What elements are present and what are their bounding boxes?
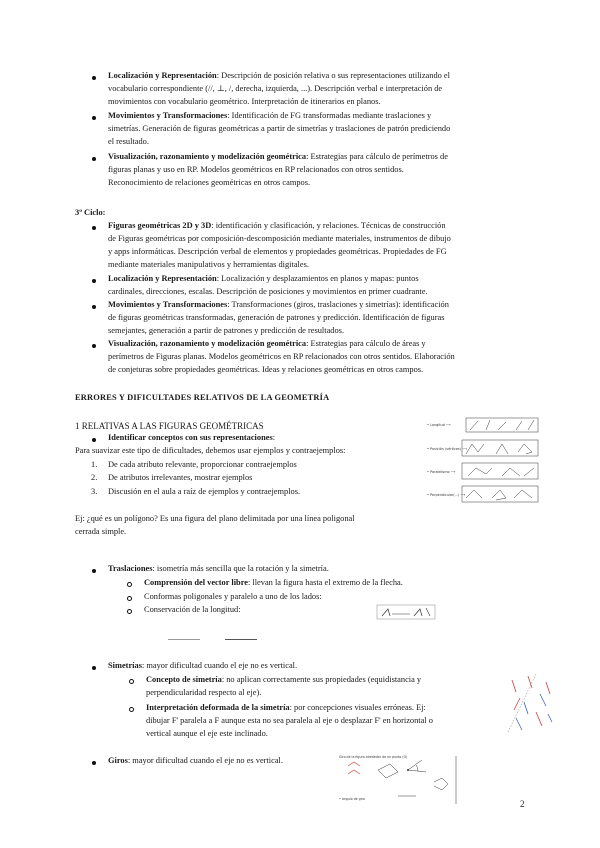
item-title: Figuras geométricas 2D y 3D	[108, 221, 212, 230]
sub-bullet	[129, 707, 134, 712]
subheading: 1 RELATIVAS A LAS FIGURAS GEOMÉTRICAS	[75, 421, 264, 431]
symmetry-figure	[506, 672, 556, 734]
bullet	[92, 761, 96, 765]
rotation-figure	[338, 752, 470, 808]
symmetry-figure-image	[506, 672, 556, 734]
list-item: Localización y Representación: Localización y desplazamientos en planos y mapas: puntos cardinales, direcciones, escalas. Descripción de posiciones y movimientos en primer cuadrante.	[108, 273, 538, 299]
length-segment	[225, 639, 257, 640]
sub-list-item: Conservación de la longitud:	[144, 605, 241, 614]
sub-list-item: Concepto de simetría: no aplican correctamente sus propiedades (equidistancia y perpendicularidad respecto al eje).	[146, 675, 422, 697]
svg-text:• Longitud ⟶: • Longitud ⟶	[427, 423, 451, 427]
length-segment	[168, 639, 200, 640]
svg-text:• Posición (vértices) ⟶: • Posición (vértices) ⟶	[427, 447, 467, 451]
item-line: el resultado.	[108, 136, 149, 146]
sub-list-item: Interpretación deformada de la simetría: por concepciones visuales erróneas. Ej: dibujar F' paralela a F aunque esta no sea paralela al eje o desplazar F' en horizontal o vertical aunque el eje este inclinado.	[146, 703, 433, 738]
list-item: Traslaciones: isometría más sencilla que la rotación y la simetría.	[108, 564, 329, 573]
sub-bullet	[127, 596, 132, 601]
section-heading: 3º Ciclo:	[75, 208, 106, 217]
bullet	[92, 305, 96, 309]
item-line: semejantes, generación a partir de patrones y predicción de resultados.	[108, 325, 345, 335]
bullet	[92, 344, 96, 348]
item-line: de conjeturas sobre propiedades geométricas. Ideas y relaciones geométricas en otros campos.	[108, 364, 424, 374]
item-line: perímetros de Figuras planas. Modelos geométricos en RP relacionados con otros sentidos. Elaboración	[108, 351, 455, 361]
item-title: Localización y Representación	[108, 274, 217, 283]
numbered-item: De cada atributo relevante, proporcionar contraejemplos	[108, 460, 297, 469]
main-heading: ERRORES Y DIFICULTADES RELATIVOS DE LA GEOMETRÍA	[75, 393, 330, 402]
translation-figure-image	[376, 604, 436, 620]
list-number: 2.	[91, 473, 98, 482]
item-title: Movimientos y Transformaciones	[108, 300, 228, 309]
paragraph: Para suavizar este tipo de dificultades, debemos usar ejemplos y contraejemplos:	[75, 446, 346, 455]
item-title: Visualización, razonamiento y modelización geométrica	[108, 339, 307, 348]
list-item: Movimientos y Transformaciones: Identificación de FG transformadas mediante traslaciones y simetrías. Generación de figuras geométricas a partir de simetrías y traslaciones de patrón prediciendo el resultado.	[108, 110, 538, 149]
sub-bullet	[127, 609, 132, 614]
sub-list-item: Comprensión del vector libre: llevan la figura hasta el extremo de la flecha.	[144, 578, 403, 587]
item-line: cardinales, direcciones, escalas. Descripción de posiciones y movimientos en primer cuadrante.	[108, 286, 428, 296]
svg-text:• Perpendicular(...) ⟶: • Perpendicular(...) ⟶	[427, 493, 466, 497]
sub-bullet	[127, 582, 132, 587]
polygon-figure	[426, 414, 544, 508]
svg-text:Giro de la figura alrededor de: Giro de la figura alrededor de un punto (O)	[339, 755, 408, 759]
list-item: Visualización, razonamiento y modelización geométrica: Estrategias para cálculo de áreas y perímetros de Figuras planas. Modelos geométricos en RP relacionados con otros sentidos. Elaboración de conjeturas sobre propiedades geométricas. Ideas y relaciones geométricas en otros campos.	[108, 338, 538, 377]
item-line: y apps informáticas. Descripción verbal de elementos y propiedades geométricas. Propiedades de FG	[108, 246, 447, 256]
paragraph: Ej: ¿qué es un polígono? Es una figura del plano delimitada por una línea poligonal cerrada simple.	[75, 514, 355, 536]
list-item: Giros: mayor dificultad cuando el eje no es vertical.	[108, 756, 283, 765]
bullet	[92, 157, 96, 161]
list-item: Identificar conceptos con sus representaciones:	[108, 433, 276, 442]
translation-figure	[376, 604, 436, 620]
item-title: Localización y Representación	[108, 71, 217, 80]
svg-text:• ángulo de giro: • ángulo de giro	[339, 797, 365, 801]
svg-text:• Paralelismo ⟶: • Paralelismo ⟶	[427, 470, 456, 474]
bullet	[92, 666, 96, 670]
numbered-item: Discusión en el aula a raíz de ejemplos y contraejemplos.	[108, 487, 301, 496]
item-line: vocabulario correspondiente (//, ⊥, /, derecha, izquierda, ...). Descripción verbal e interpretación de	[108, 83, 443, 93]
item-line: figuras planas y uso en RP. Modelos geométricos en RP relacionados con otros sentidos.	[108, 164, 404, 174]
item-line: Reconocimiento de relaciones geométricas en otros campos.	[108, 177, 311, 187]
numbered-item: De atributos irrelevantes, mostrar ejemplos	[108, 473, 253, 482]
item-title: Movimientos y Transformaciones	[108, 111, 228, 120]
bullet	[92, 226, 96, 230]
sub-bullet	[129, 679, 134, 684]
list-number: 3.	[91, 487, 98, 496]
polygon-figure-image	[426, 414, 544, 508]
list-item: Localización y Representación: Descripción de posición relativa o sus representaciones utilizando el vocabulario correspondiente (//, ⊥, /, derecha, izquierda, ...). Descripción verbal e interpretación de movimientos con vocabulario geométrico. Interpretación de itinerarios en planos.	[108, 70, 538, 109]
list-item: Simetrías: mayor dificultad cuando el eje no es vertical.	[108, 661, 298, 670]
list-item: Visualización, razonamiento y modelización geométrica: Estrategias para cálculo de perímetros de figuras planas y uso en RP. Modelos geométricos en RP relacionados con otros sentidos. Reconocimiento de relaciones geométricas en otros campos.	[108, 151, 538, 190]
bullet	[92, 438, 96, 442]
item-line: simetrías. Generación de figuras geométricas a partir de simetrías y traslaciones de patrón prediciendo	[108, 123, 451, 133]
page-number: 2	[520, 799, 525, 809]
item-title: Visualización, razonamiento y modelización geométrica	[108, 152, 307, 161]
rotation-figure-image	[338, 752, 470, 808]
bullet	[92, 116, 96, 120]
bullet	[92, 76, 96, 80]
bullet	[92, 279, 96, 283]
item-line: de Figuras geométricas por composición-descomposición mediante materiales, instrumentos de dibujo	[108, 233, 451, 243]
item-line: mediante materiales manipulativos y herramientas digitales.	[108, 259, 309, 269]
list-number: 1.	[91, 460, 98, 469]
sub-list-item: Conformas poligonales y paralelo a uno de los lados:	[144, 592, 322, 601]
list-item: Figuras geométricas 2D y 3D: identificación y clasificación, y relaciones. Técnicas de construcción de Figuras geométricas por composición-descomposición mediante materiales, instrumentos de dibujo y apps informáticas. Descripción verbal de elementos y propiedades geométricas. Propiedades de FG mediante materiales manipulativos y herramientas digitales.	[108, 220, 538, 272]
item-line: de figuras geométricas transformadas, generación de patrones y predicción. Identificación de figuras	[108, 312, 445, 322]
item-line: movimientos con vocabulario geométrico. Interpretación de itinerarios en planos.	[108, 96, 381, 106]
bullet	[92, 569, 96, 573]
list-item: Movimientos y Transformaciones: Transformaciones (giros, traslaciones y simetrías): identificación de figuras geométricas transformadas, generación de patrones y predicción. Identificación de figuras semejantes, generación a partir de patrones y predicción de resultados.	[108, 299, 538, 338]
